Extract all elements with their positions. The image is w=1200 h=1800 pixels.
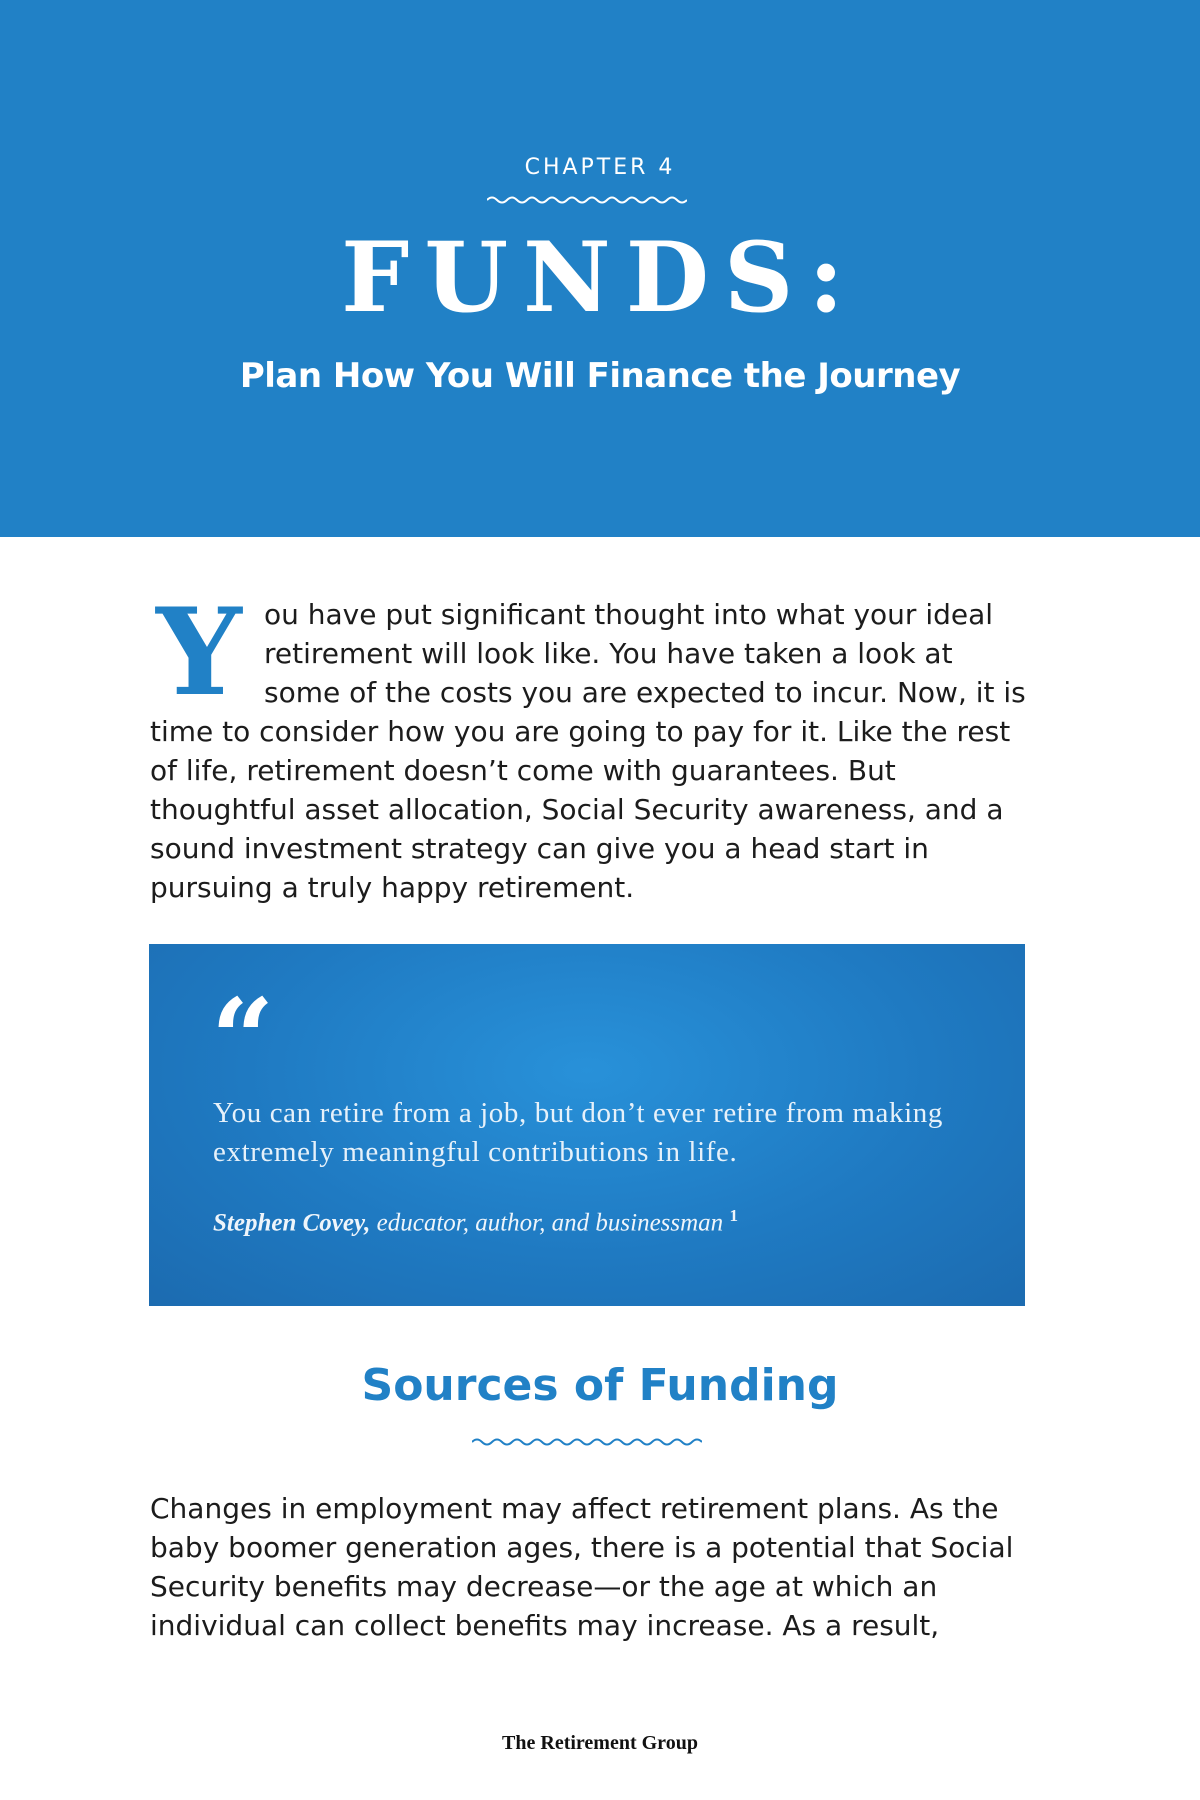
quote-author: Stephen Covey, bbox=[213, 1209, 371, 1237]
section-wave-divider-icon bbox=[472, 1435, 702, 1449]
chapter-subtitle: Plan How You Will Finance the Journey bbox=[239, 356, 961, 396]
intro-paragraph bbox=[150, 582, 1030, 907]
footnote-marker: 1 bbox=[729, 1206, 738, 1225]
quote-attribution bbox=[213, 1206, 738, 1237]
drop-cap: Y bbox=[156, 582, 242, 723]
quote-author-description: educator, author, and businessman bbox=[376, 1209, 724, 1237]
section-body: Changes in employment may affect retirement plans. As the baby boomer generation ages, there is a potential that Social Security benefits may decrease—or the age at which an individual can collect benefits may increase. As a result, bbox=[150, 1492, 1014, 1642]
quote-text: You can retire from a job, but don’t ever retire from making extremely meaningful contributions in life. bbox=[213, 1097, 943, 1168]
wave-divider-icon bbox=[487, 193, 687, 207]
chapter-header bbox=[0, 0, 1200, 537]
intro-text: ou have put significant thought into what your ideal retirement will look like. You have taken a look at some of the costs you are expected to incur. Now, it is time to consider how you are going to pay for it. Like the rest of life, retirement doesn’t come with guarantees. But thoughtful asset allocation, Social Security awareness, and a sound investment strategy can give you a head start in pursuing a truly happy retirement. bbox=[150, 598, 1026, 904]
chapter-title: FUNDS: bbox=[341, 221, 859, 334]
quote-box bbox=[149, 944, 1025, 1306]
section-title: Sources of Funding bbox=[361, 1360, 839, 1411]
footer-publisher: The Retirement Group bbox=[502, 1732, 698, 1754]
quote-mark-icon: “ bbox=[211, 974, 275, 1103]
chapter-label: CHAPTER 4 bbox=[524, 155, 676, 180]
